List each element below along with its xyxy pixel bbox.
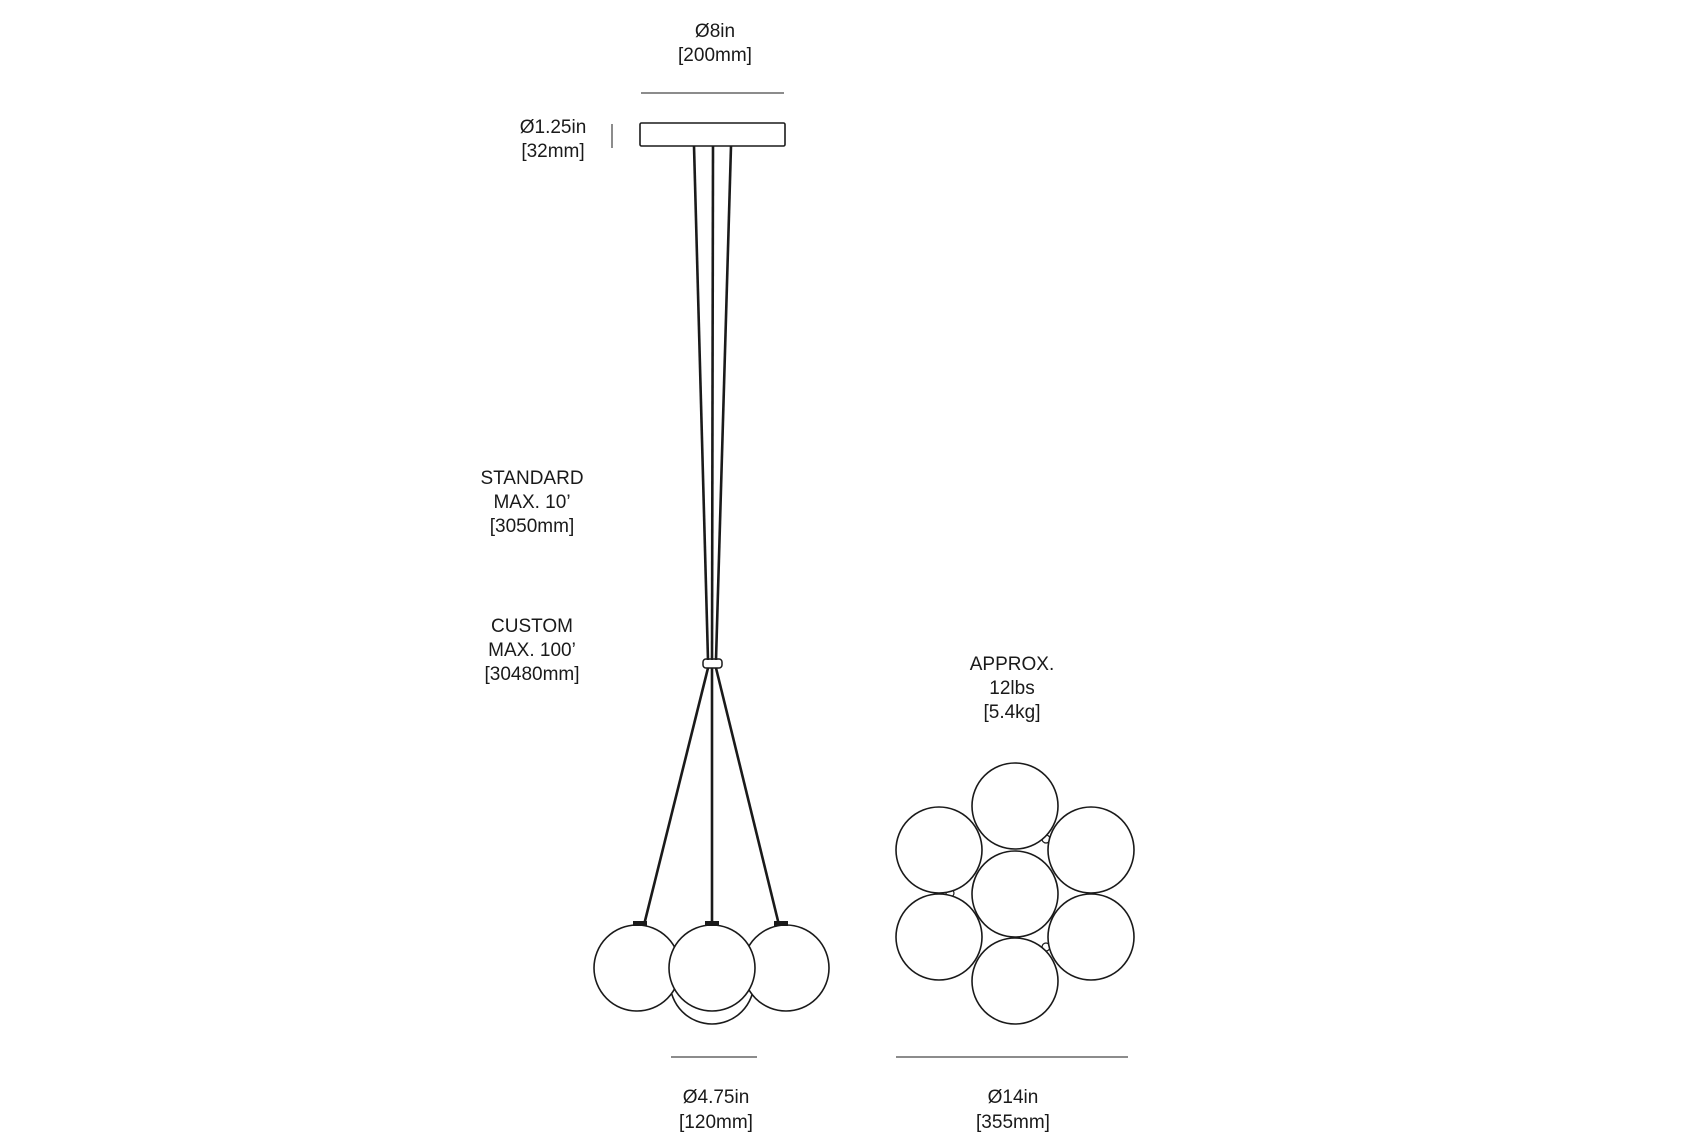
cable-right-upper <box>716 146 731 660</box>
top-view-globe-bottom <box>972 938 1058 1024</box>
globe-diameter-in-label: Ø4.75in <box>682 1087 750 1108</box>
overall-diameter-in-label: Ø14in <box>987 1087 1039 1108</box>
globe-right-socket <box>774 921 788 926</box>
cable-left-lower <box>644 668 708 925</box>
cable-right-lower <box>716 668 779 925</box>
top-view-globe-top <box>972 763 1058 849</box>
overall-diameter-mm-label: [355mm] <box>976 1112 1050 1133</box>
weight-lbs-label: 12lbs <box>989 678 1035 699</box>
globe-left-socket <box>633 921 647 926</box>
custom-mm-label: [30480mm] <box>484 664 580 685</box>
cable-left-upper <box>694 146 708 660</box>
canopy-height-in-label: Ø1.25in <box>519 117 587 138</box>
globe-front-socket <box>705 921 719 926</box>
globe-front <box>669 925 755 1011</box>
custom-title-label: CUSTOM <box>491 616 573 637</box>
standard-mm-label: [3050mm] <box>489 516 575 537</box>
top-view-globe-center <box>972 851 1058 937</box>
canopy-diameter-in-label: Ø8in <box>694 21 736 42</box>
standard-title-label: STANDARD <box>480 468 584 489</box>
top-view-globe-lower-right <box>1048 894 1134 980</box>
globe-diameter-mm-label: [120mm] <box>679 1112 753 1133</box>
top-view-globe-upper-right <box>1048 807 1134 893</box>
custom-max-label: MAX. 100’ <box>488 640 576 661</box>
standard-max-label: MAX. 10’ <box>493 492 571 513</box>
top-view-globe-upper-left <box>896 807 982 893</box>
canopy-diameter-mm-label: [200mm] <box>678 45 752 66</box>
canopy-height-mm-label: [32mm] <box>521 141 585 162</box>
cable-gripper <box>703 659 722 668</box>
globe-right <box>743 925 829 1011</box>
globe-left <box>594 925 680 1011</box>
weight-kg-label: [5.4kg] <box>983 702 1041 723</box>
weight-title-label: APPROX. <box>969 654 1055 675</box>
cable-center-upper <box>712 146 713 660</box>
canopy <box>640 123 785 146</box>
top-view-globe-lower-left <box>896 894 982 980</box>
